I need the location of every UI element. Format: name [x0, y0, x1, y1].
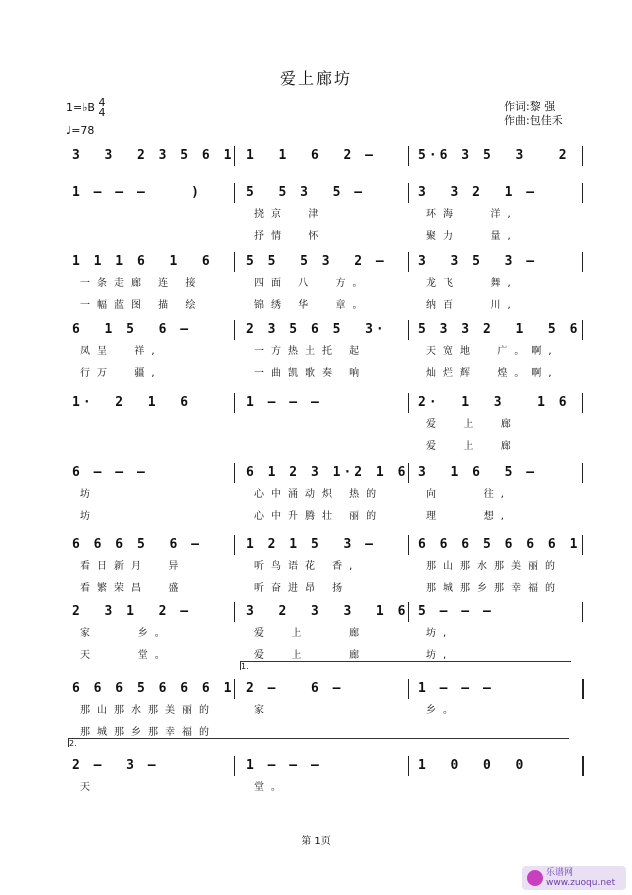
barline	[234, 602, 235, 622]
barline	[582, 463, 583, 483]
watermark-text	[546, 868, 615, 888]
barline	[234, 252, 235, 272]
barline	[234, 320, 235, 340]
measure-notes: 1 2 1 5 3 –	[246, 537, 376, 552]
barline	[234, 535, 235, 555]
measure-notes: 2 3 5 6 5 3·	[246, 322, 387, 337]
measure-notes: 2· 1 3 1 6	[418, 395, 570, 410]
measure-notes: 2 3 1 2 –	[72, 604, 192, 619]
barline	[408, 463, 409, 483]
measure-notes: 3 1 6 5 –	[418, 465, 538, 480]
meter-bottom: 4	[98, 106, 106, 119]
lyric-line-2: 纳百 川,	[426, 300, 518, 311]
barline	[582, 252, 583, 272]
barline	[582, 679, 584, 699]
lyric-line-1: 爱 上 廊	[426, 419, 518, 430]
measure-notes: 5 5 5 3 2 –	[246, 254, 387, 269]
measure-notes: 5 5 3 5 –	[246, 185, 366, 200]
measure-notes: 2 – 3 –	[72, 758, 159, 773]
lyric-line-2: 锦绣 华 章。	[254, 300, 370, 311]
barline	[234, 756, 235, 776]
lyric-line-2: 爱 上 廊	[254, 650, 367, 661]
barline	[234, 393, 235, 413]
lyric-line-2: 听奋进昂 扬	[254, 583, 350, 594]
lyric-line-2: 爱 上 廊	[426, 441, 518, 452]
barline	[408, 252, 409, 272]
page-title: 爱上廊坊	[279, 69, 352, 88]
barline	[582, 756, 584, 776]
flat-sign: ♭	[82, 101, 88, 114]
measure-notes: 1 – – –	[246, 395, 322, 410]
lyric-line-1: 一条走廊 连 接	[80, 278, 203, 289]
measure-notes: 1· 2 1 6	[72, 395, 192, 410]
measure-notes: 6 1 5 6 –	[72, 322, 192, 337]
measure-notes: 3 3 2 1 –	[418, 185, 538, 200]
barline	[408, 535, 409, 555]
lyric-line-2: 一曲凯歌奏 响	[254, 368, 367, 379]
measure-notes: 6 6 6 5 6 6 6 1	[72, 681, 235, 696]
lyric-line-1: 爱 上 廊	[254, 628, 367, 639]
barline	[234, 463, 235, 483]
measure-notes: 5·6 3 5 3 2	[418, 148, 570, 163]
lyric-line-1: 看日新月 异	[80, 561, 186, 572]
score-row	[0, 463, 632, 533]
lyric-line-1: 环海 洋,	[426, 209, 518, 220]
barline	[408, 756, 409, 776]
barline	[408, 146, 409, 166]
score-row	[0, 393, 632, 463]
lyric-line-1: 天	[80, 782, 97, 793]
measure-notes: 3 3 5 3 –	[418, 254, 538, 269]
lyric-line-2: 心中升腾壮 丽的	[254, 511, 384, 522]
measure-notes: 1 0 0 0	[418, 758, 527, 773]
measure-notes: 6 – – –	[72, 465, 148, 480]
measure-notes: 1 1 1 6 1 6	[72, 254, 213, 269]
lyric-line-1: 龙飞 舞,	[426, 278, 518, 289]
lyric-line-1: 那山那水那美丽的	[80, 705, 216, 716]
measure-notes: 5 3 3 2 1 5 6	[418, 322, 581, 337]
lyric-line-2: 天 堂。	[80, 650, 172, 661]
lyric-line-1: 挠京 津	[254, 209, 326, 220]
lyric-line-1: 凤呈 祥,	[80, 346, 162, 357]
lyric-line-1: 家 乡。	[80, 628, 172, 639]
barline	[582, 320, 583, 340]
barline	[234, 679, 235, 699]
lyric-line-1: 坊	[80, 489, 97, 500]
lyric-line-1: 天宽地 广。啊,	[426, 346, 559, 357]
measure-notes: 3 3 2 3 5 6 1	[72, 148, 235, 163]
barline	[408, 320, 409, 340]
key-note: B	[87, 101, 95, 114]
barline	[408, 602, 409, 622]
lyric-line-2: 那城那乡那幸福的	[426, 583, 562, 594]
score-row	[0, 756, 632, 826]
watermark-line1: 乐谱网	[546, 868, 574, 878]
key-tonic: 1=	[66, 101, 83, 114]
key-signature	[66, 98, 105, 118]
lyric-line-2: 灿烂辉 煌。啊,	[426, 368, 559, 379]
lyric-line-1: 向 往,	[426, 489, 511, 500]
barline	[582, 535, 583, 555]
score-row	[0, 320, 632, 390]
volta-2: 2.	[68, 738, 569, 747]
measure-notes: 1 – – –	[418, 681, 494, 696]
measure-notes: 6 6 6 5 6 6 6 1	[418, 537, 581, 552]
score-row	[0, 252, 632, 322]
credits	[504, 100, 563, 128]
score-row	[0, 535, 632, 605]
site-watermark	[522, 866, 626, 890]
barline	[582, 602, 583, 622]
lyric-line-2: 理 想,	[426, 511, 511, 522]
lyric-line-1: 一方热土托 起	[254, 346, 367, 357]
lyric-line-2: 那城那乡那幸福的	[80, 727, 216, 738]
score-row	[0, 183, 632, 253]
page-number: 第 1页	[301, 836, 331, 847]
meter-top: 4	[98, 96, 106, 109]
lyric-line-1: 听鸟语花 香,	[254, 561, 360, 572]
lyric-line-2: 一幅蓝图 描 绘	[80, 300, 203, 311]
lyric-line-2: 行万 疆,	[80, 368, 162, 379]
watermark-line2: www.zuoqu.net	[546, 878, 616, 888]
barline	[234, 146, 235, 166]
tempo-mark: ♩=78	[66, 124, 95, 137]
measure-notes: 1 1 6 2 –	[246, 148, 376, 163]
barline	[408, 393, 409, 413]
lyricist: 作词:黎 强	[504, 100, 556, 113]
measure-notes: 3 2 3 3 1 6	[246, 604, 409, 619]
barline	[582, 183, 583, 203]
barline	[408, 679, 409, 699]
lyric-line-2: 看繁荣昌 盛	[80, 583, 186, 594]
lyric-line-1: 堂。	[254, 782, 288, 793]
measure-notes: 1 – – – )	[72, 185, 202, 200]
measure-notes: 5 – – –	[418, 604, 494, 619]
lyric-line-2: 坊	[80, 511, 97, 522]
lyric-line-2: 坊,	[426, 650, 454, 661]
measure-notes: 6 6 6 5 6 –	[72, 537, 202, 552]
measure-notes: 1 – – –	[246, 758, 322, 773]
measure-notes: 2 – 6 –	[246, 681, 344, 696]
lyric-line-2: 聚力 量,	[426, 231, 518, 242]
barline	[408, 183, 409, 203]
lyric-line-1: 坊,	[426, 628, 454, 639]
lyric-line-2: 抒情 怀	[254, 231, 326, 242]
lyric-line-1: 四面 八 方。	[254, 278, 370, 289]
lyric-line-1: 乡。	[426, 705, 460, 716]
lyric-line-1: 那山那水那美丽的	[426, 561, 562, 572]
music-note-icon	[527, 870, 543, 886]
lyric-line-1: 家	[254, 705, 271, 716]
barline	[582, 393, 583, 413]
barline	[582, 146, 583, 166]
measure-notes: 6 1 2 3 1·2 1 6	[246, 465, 409, 480]
barline	[234, 183, 235, 203]
volta-1: 1.	[240, 661, 571, 670]
lyric-line-1: 心中涌动炽 热的	[254, 489, 384, 500]
composer: 作曲:包佳禾	[504, 114, 563, 127]
